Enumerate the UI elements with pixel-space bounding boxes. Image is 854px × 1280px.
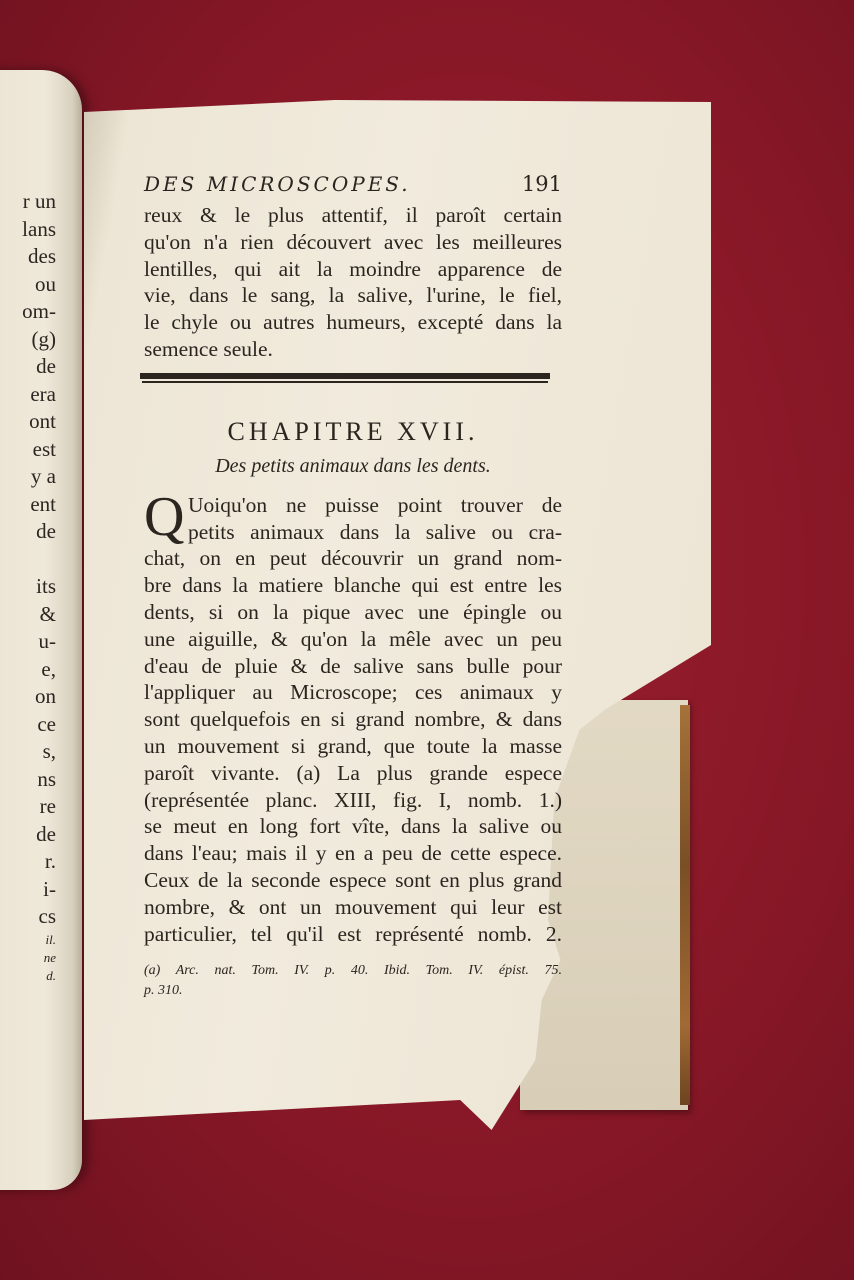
- left-page-line: il.: [45, 931, 56, 947]
- left-page-line: e,: [41, 656, 56, 681]
- left-page-line: est: [32, 436, 56, 461]
- left-page-line: y a: [30, 464, 56, 488]
- page-number: 191: [521, 172, 562, 196]
- chapter-subtitle: Des petits animaux dans les dents.: [215, 454, 491, 477]
- text-line: se meut en long fort vîte, dans la salive ou: [144, 814, 562, 839]
- left-page-line: r.: [44, 849, 56, 873]
- text-line: une aiguille, & qu'on la mêle avec un peu: [144, 626, 562, 651]
- left-page-line: ent: [30, 491, 56, 516]
- left-page-line: (g): [31, 326, 56, 351]
- left-page-line: [0, 546, 56, 574]
- left-page-line: s,: [42, 739, 56, 763]
- chapter-rule: [140, 373, 550, 381]
- left-page-line: &: [39, 601, 56, 626]
- text-line: Ceux de la seconde espece sont en plus grand: [144, 867, 562, 892]
- running-title: DES MICROSCOPES.: [144, 172, 411, 196]
- text-line: reux & le plus attentif, il paroît certain: [144, 203, 562, 227]
- left-page-line: r un: [22, 189, 56, 213]
- text-line: sont quelquefois en si grand nombre, & dans: [144, 707, 562, 732]
- chapter-heading: CHAPITRE XVII.: [227, 416, 479, 446]
- text-line: semence seule.: [144, 336, 273, 361]
- left-page-line: u-: [38, 629, 56, 653]
- text-line: (représentée planc. XIII, fig. I, nomb. 1.): [144, 787, 562, 812]
- left-page-line: re: [39, 794, 56, 818]
- text-line: qu'on n'a rien découvert avec les meilleures: [144, 229, 562, 254]
- left-page-text: [0, 188, 56, 985]
- text-line: le chyle ou autres humeurs, excepté dans la: [144, 310, 562, 335]
- drop-cap: Q: [144, 485, 185, 548]
- left-page: [0, 70, 82, 1190]
- text-line: un mouvement si grand, que toute la masse: [144, 733, 562, 758]
- book-edge: [680, 705, 690, 1105]
- text-line: lentilles, qui ait la moindre apparence de: [144, 256, 562, 281]
- text-line: dents, si on la pique avec une épingle ou: [144, 599, 562, 624]
- left-page-line: om-: [22, 299, 56, 323]
- footnote-line: p. 310.: [144, 983, 183, 999]
- left-page-line: ont: [29, 409, 56, 433]
- text-line: bre dans la matiere blanche qui est entre les: [144, 573, 562, 598]
- text-line: petits animaux dans la salive ou cra-: [188, 519, 562, 544]
- footnote-line: (a) Arc. nat. Tom. IV. p. 40. Ibid. Tom. IV. épist. 75.: [144, 963, 562, 979]
- left-page-line: de: [36, 821, 56, 846]
- text-line: particulier, tel qu'il est représenté nomb. 2.: [144, 921, 562, 946]
- text-line: vie, dans le sang, la salive, l'urine, le fiel,: [144, 283, 562, 308]
- left-page-line: era: [30, 381, 56, 406]
- left-page-line: ou: [35, 271, 56, 296]
- text-line: l'appliquer au Microscope; ces animaux y: [144, 680, 562, 705]
- footnote: [144, 961, 562, 1001]
- left-page-line: ne: [43, 949, 56, 965]
- left-page-line: de: [36, 354, 56, 378]
- text-line: d'eau de pluie & de salive sans bulle pour: [144, 653, 562, 678]
- running-head: [144, 172, 562, 202]
- text-line: dans l'eau; mais il y en a peu de cette espece.: [144, 841, 562, 866]
- left-page-line: ns: [37, 766, 56, 791]
- right-page-text: [144, 172, 562, 1001]
- text-line: nombre, & ont un mouvement qui leur est: [144, 894, 562, 919]
- top-text-block: [144, 202, 562, 363]
- text-line: Uoiqu'on ne puisse point trouver de: [188, 492, 562, 517]
- left-page-line: its: [36, 574, 56, 598]
- left-page-line: lans: [22, 216, 56, 241]
- text-line: chat, on en peut découvrir un grand nom-: [144, 546, 562, 571]
- chapter-paragraph: [144, 485, 562, 948]
- left-page-line: cs: [38, 904, 56, 928]
- left-page-line: i-: [43, 876, 56, 901]
- left-page-line: de: [36, 519, 56, 543]
- left-page-line: on: [35, 684, 56, 708]
- left-page-line: d.: [46, 967, 56, 983]
- left-page-line: ce: [37, 711, 56, 736]
- text-line: paroît vivante. (a) La plus grande espece: [144, 760, 562, 785]
- left-page-line: des: [28, 244, 56, 268]
